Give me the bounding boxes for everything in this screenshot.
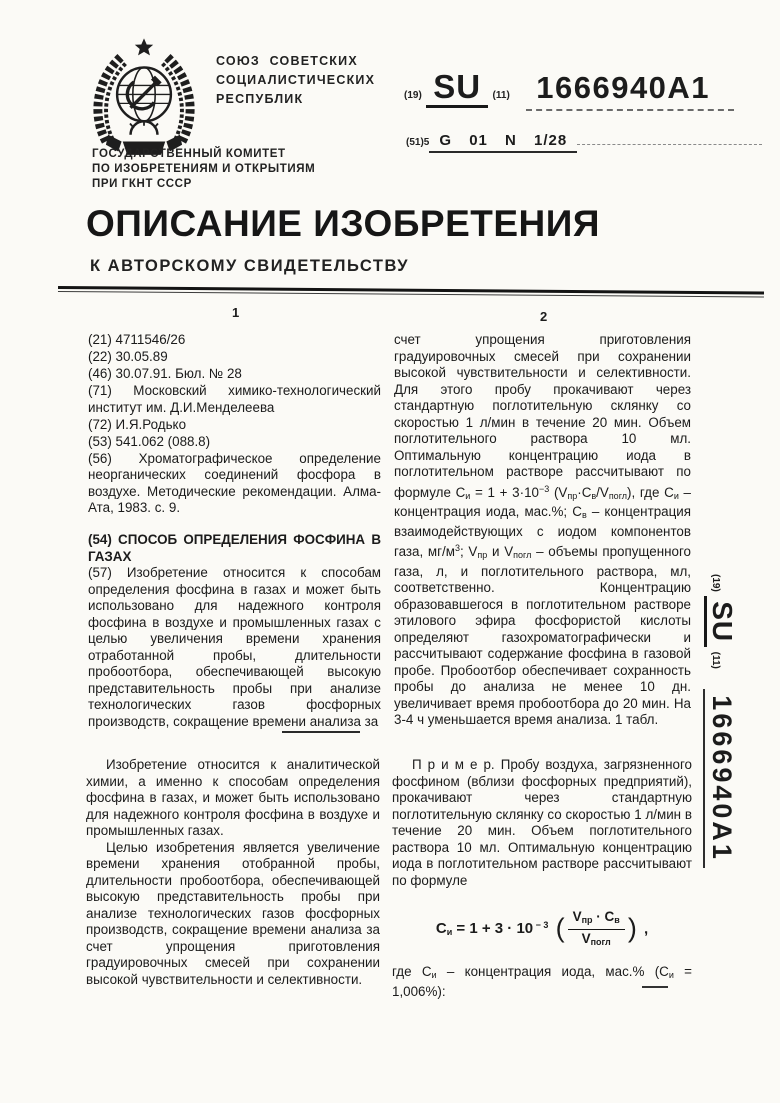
description-column-right xyxy=(392,757,692,1000)
publication-number: 1666940A1 xyxy=(526,71,734,111)
ipc-underline-extension xyxy=(577,126,762,145)
column-number-1: 1 xyxy=(232,305,240,320)
country-name-line: РЕСПУБЛИК xyxy=(216,92,304,106)
authority-line: ГОСУДАРСТВЕННЫЙ КОМИТЕТ xyxy=(92,148,286,160)
biblio-line-22: (22) 30.05.89 xyxy=(88,349,168,364)
issuing-authority xyxy=(92,147,315,192)
sidebar-code-11: (11) xyxy=(710,651,721,669)
biblio-line-46: (46) 30.07.91. Бюл. № 28 xyxy=(88,366,242,381)
invention-title: (54) СПОСОБ ОПРЕДЕЛЕНИЯ ФОСФИНА В ГАЗАХ xyxy=(88,532,381,564)
ipc-code: G 01 N 1/28 xyxy=(429,132,577,153)
iodine-concentration-formula xyxy=(392,909,692,950)
ussr-coat-of-arms-icon xyxy=(88,36,200,164)
authority-line: ПРИ ГКНТ СССР xyxy=(92,178,192,190)
abstract-column xyxy=(394,332,691,729)
sidebar-publication-id xyxy=(703,574,737,868)
abstract-text-left: (57) Изобретение относится к способам определения фосфина в газах и может быть использовано для надежного контроля фосфина в воздухе и промышленных газах с целью увеличения времени хранения отработанной пробы, длительности пробоотбора, обеспечивающей высокую представительность пробы при анализе технологических газов фосфорных производств, сокращение времени анализа за xyxy=(88,565,381,729)
ipc-classification-line xyxy=(406,126,762,153)
column-number-2: 2 xyxy=(540,309,548,324)
biblio-line-21: (21) 4711546/26 xyxy=(88,332,186,347)
formula-trailing-comma: , xyxy=(639,920,649,938)
document-subtitle: К АВТОРСКОМУ СВИДЕТЕЛЬСТВУ xyxy=(90,257,410,275)
publication-id-line xyxy=(404,70,764,111)
header-divider xyxy=(58,286,764,299)
formula-denominator: $V_{погл}$ xyxy=(581,931,611,947)
biblio-line-71: (71) Московский химико-технологический институт им. Д.И.Менделеева xyxy=(88,383,381,415)
bibliographic-data xyxy=(88,332,381,517)
formula-numerator: $V_{пр} \cdot С_в$ xyxy=(568,909,625,930)
kind-code-19-label: (19) xyxy=(404,90,422,101)
sidebar-country-code: SU xyxy=(704,596,737,647)
country-code: SU xyxy=(426,70,488,108)
formula-lhs: $С_и = 1 + 3 \cdot 10$ $^{- 3}$ xyxy=(435,920,549,938)
formula-explanation: где $С_и$ – концентрация иода, мас.% $(С_и = 1,006\%)$: xyxy=(392,964,692,999)
document-title: ОПИСАНИЕ ИЗОБРЕТЕНИЯ xyxy=(86,203,600,244)
sidebar-publication-number: 1666940А1 xyxy=(703,689,737,868)
description-para-field: Изобретение относится к аналитической химии, а именно к способам определения фосфина в газах, и может быть использовано для надежного контроля фосфина в воздухе и промышленных газах. xyxy=(86,757,380,838)
formula-open-paren: ( xyxy=(555,913,565,944)
section-divider xyxy=(282,731,360,733)
description-column-left xyxy=(86,757,380,988)
biblio-line-53: (53) 541.062 (088.8) xyxy=(88,433,211,449)
ipc-label: (51)5 xyxy=(406,136,430,148)
page-mark-dash xyxy=(642,986,668,988)
biblio-line-56: (56) Хроматографическое определение неорганических соединений фосфора в воздухе. Методические рекомендации. Алма-Ата, 1983. с. 9. xyxy=(88,450,381,515)
country-name xyxy=(216,52,375,109)
example-paragraph: П р и м е р. Пробу воздуха, загрязненного фосфином (вблизи фосфорных предприятий), прокачивают через стандартную поглотительную склянку со скоростью 1 л/мин в течение 20 мин. Объем поглотительного раствора 10 мл. Оптимальную концентрацию иода в поглотительном растворе рассчитывают по формуле xyxy=(392,757,692,888)
country-name-line: СОЮЗ СОВЕТСКИХ xyxy=(216,54,358,68)
abstract-text-right: счет упрощения приготовления градуировочных смесей при сохранении высокой чувствительности и селективности. Для этого пробу прокачивают через стандартную поглотительную склянку со скоростью 1 л/мин в течение 20 мин. Объем поглотительного раствора 10 мл. Оптимальную концентрацию иода в поглотительном растворе рассчитывают по формуле $С_и = 1 + 3\cdot 10^{-3}$ $(V_{пр}\cdot С_в/V_{погл})$, где $С_и$ – концентрация иода, мас.%; $С_в$ – концентрация взаимодействующих с иодом компонентов газа, $мг/м^3$; $V_{пр}$ и $V_{погл}$ – объемы пропущенного газа, л, и поглотительного раствора, мл, соответственно. Концентрацию образовавшегося в поглотительном растворе этилового эфира фосфористой кислоты определяют газохроматографически и рассчитывают содержание фосфина в газовой пробе. Пробоотбор обеспечивает сохранность пробы до анализа не менее 10 дн. увеличивает время пробоотбора до 20 мин. На 3-4 ч уменьшается время анализа. 1 табл. xyxy=(394,332,692,727)
kind-code-11-label: (11) xyxy=(492,90,510,101)
description-para-goal: Целью изобретения является увеличение времени хранения отобранной пробы, длительности пробоотбора, обеспечивающей высокую представительность пробы при анализе технологических газов фосфорных производств, сокращение времени анализа за счет упрощения приготовления градуировочных смесей при сохранении высокой чувствительности и селективности. xyxy=(86,839,380,987)
authority-line: ПО ИЗОБРЕТЕНИЯМ И ОТКРЫТИЯМ xyxy=(92,163,316,175)
country-name-line: СОЦИАЛИСТИЧЕСКИХ xyxy=(216,73,376,87)
formula-fraction xyxy=(568,909,625,950)
bibliographic-column xyxy=(88,332,381,730)
formula-close-paren: ) xyxy=(627,913,637,944)
biblio-line-72: (72) И.Я.Родько xyxy=(88,416,187,432)
sidebar-code-19: (19) xyxy=(710,574,721,592)
